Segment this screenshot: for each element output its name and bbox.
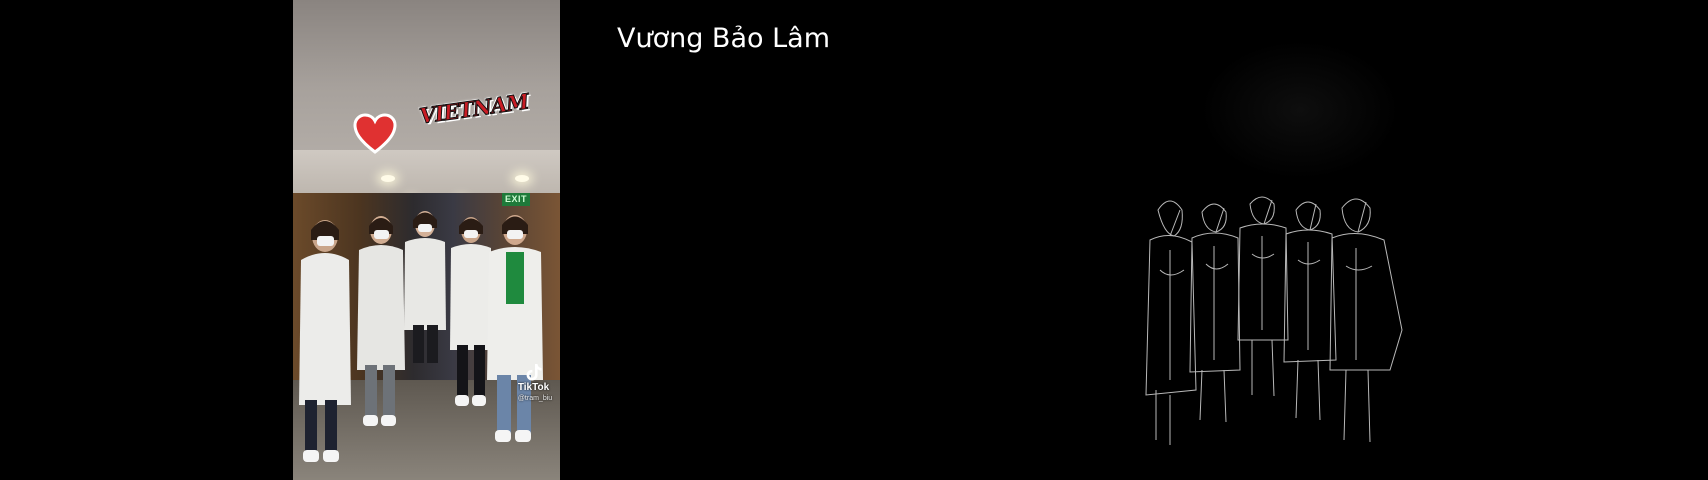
- ghost-glow: [1200, 40, 1400, 180]
- dancer: [404, 211, 446, 363]
- page-title: Vương Bảo Lâm: [617, 23, 830, 54]
- tiktok-handle: @tram_biu: [517, 395, 553, 402]
- group-of-dancers: [293, 200, 560, 480]
- dancer: [450, 217, 492, 406]
- dancer: [357, 216, 405, 426]
- vietnam-sticker: VIETNAM: [417, 88, 530, 129]
- edge-outline-figure: [1140, 190, 1420, 460]
- dancer: [487, 215, 543, 442]
- tiktok-watermark: [511, 362, 556, 394]
- ceiling-trim: [293, 150, 560, 195]
- heart-icon: [353, 112, 397, 156]
- ceiling-light: [515, 175, 529, 182]
- tiktok-label: TikTok: [517, 382, 550, 393]
- exit-sign: EXIT: [502, 193, 530, 206]
- video-frame[interactable]: [293, 0, 560, 480]
- dancer: [299, 220, 351, 462]
- ceiling-light: [381, 175, 395, 182]
- tiktok-logo-icon: [524, 362, 544, 382]
